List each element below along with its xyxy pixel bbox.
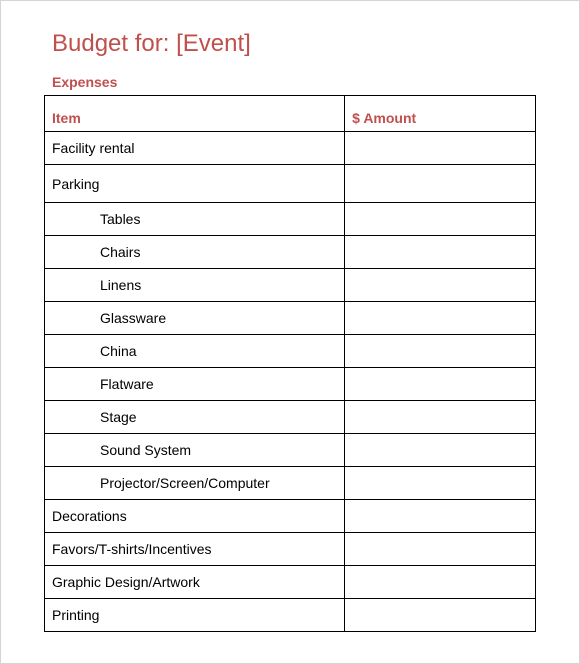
table-row bbox=[45, 599, 536, 632]
item-cell: Projector/Screen/Computer bbox=[45, 467, 345, 500]
table-row bbox=[45, 566, 536, 599]
item-cell: Parking bbox=[45, 165, 345, 203]
amount-cell[interactable] bbox=[345, 533, 536, 566]
item-cell: Glassware bbox=[45, 302, 345, 335]
table-row bbox=[45, 467, 536, 500]
header-amount: $ Amount bbox=[345, 96, 536, 132]
amount-cell[interactable] bbox=[345, 269, 536, 302]
amount-cell[interactable] bbox=[345, 203, 536, 236]
page-title: Budget for: [Event] bbox=[52, 30, 251, 57]
item-cell: Linens bbox=[45, 269, 345, 302]
amount-cell[interactable] bbox=[345, 132, 536, 165]
table-row bbox=[45, 203, 536, 236]
table-row bbox=[45, 335, 536, 368]
table-row bbox=[45, 401, 536, 434]
item-cell: Chairs bbox=[45, 236, 345, 269]
item-cell: Decorations bbox=[45, 500, 345, 533]
table-row bbox=[45, 302, 536, 335]
amount-cell[interactable] bbox=[345, 401, 536, 434]
table-row bbox=[45, 236, 536, 269]
item-cell: Printing bbox=[45, 599, 345, 632]
amount-cell[interactable] bbox=[345, 165, 536, 203]
table-row bbox=[45, 165, 536, 203]
expenses-table bbox=[44, 95, 536, 632]
table-row bbox=[45, 533, 536, 566]
table-row bbox=[45, 368, 536, 401]
amount-cell[interactable] bbox=[345, 500, 536, 533]
item-cell: Favors/T-shirts/Incentives bbox=[45, 533, 345, 566]
header-item: Item bbox=[45, 96, 345, 132]
amount-cell[interactable] bbox=[345, 236, 536, 269]
amount-cell[interactable] bbox=[345, 368, 536, 401]
amount-cell[interactable] bbox=[345, 302, 536, 335]
item-cell: China bbox=[45, 335, 345, 368]
item-cell: Graphic Design/Artwork bbox=[45, 566, 345, 599]
item-cell: Flatware bbox=[45, 368, 345, 401]
item-cell: Facility rental bbox=[45, 132, 345, 165]
amount-cell[interactable] bbox=[345, 566, 536, 599]
amount-cell[interactable] bbox=[345, 335, 536, 368]
amount-cell[interactable] bbox=[345, 599, 536, 632]
table-row bbox=[45, 132, 536, 165]
table-header-row bbox=[45, 96, 536, 132]
table-row bbox=[45, 500, 536, 533]
amount-cell[interactable] bbox=[345, 434, 536, 467]
item-cell: Sound System bbox=[45, 434, 345, 467]
amount-cell[interactable] bbox=[345, 467, 536, 500]
item-cell: Tables bbox=[45, 203, 345, 236]
table-row bbox=[45, 434, 536, 467]
item-cell: Stage bbox=[45, 401, 345, 434]
section-heading-expenses: Expenses bbox=[52, 74, 118, 90]
table-row bbox=[45, 269, 536, 302]
